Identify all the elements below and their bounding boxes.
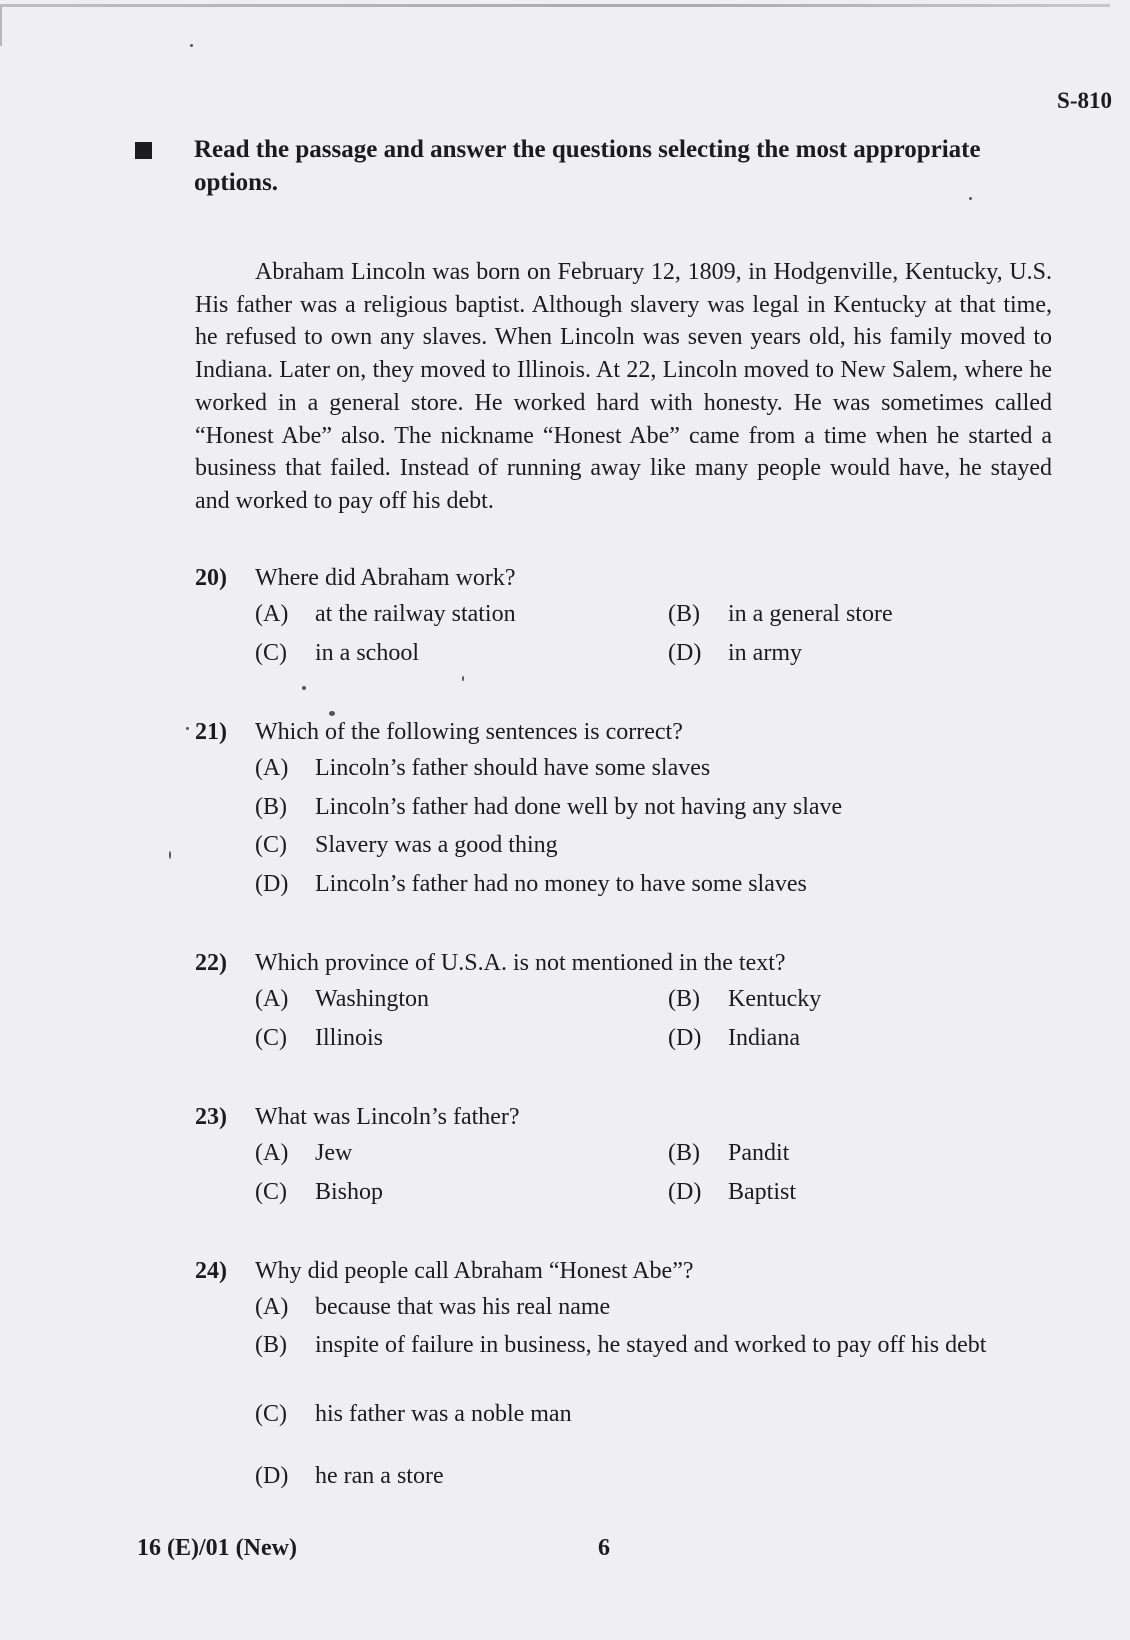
- option-a[interactable]: [195, 1288, 1055, 1327]
- option-label: (B): [668, 1140, 700, 1166]
- option-label: (A): [255, 601, 289, 627]
- option-text: in army: [728, 639, 802, 666]
- option-text: Pandit: [728, 1140, 790, 1166]
- square-bullet-icon: [135, 142, 152, 159]
- scan-speck: [969, 197, 972, 200]
- question-number: 23): [195, 1104, 227, 1130]
- option-label: (C): [255, 1178, 287, 1205]
- option-text: his father was a noble man: [315, 1400, 572, 1427]
- question-number: 21): [195, 719, 227, 745]
- question-header: [195, 1254, 1055, 1288]
- question-23: [195, 1100, 1055, 1211]
- option-d[interactable]: [195, 865, 1055, 904]
- option-label: (A): [255, 1294, 289, 1320]
- question-number: 20): [195, 565, 227, 591]
- paper-code-header: S-810: [1057, 88, 1112, 113]
- option-b[interactable]: [195, 1327, 1055, 1393]
- options: [195, 980, 1055, 1057]
- option-text: Lincoln’s father had done well by not having any slave: [315, 793, 843, 820]
- option-text: Bishop: [315, 1178, 384, 1205]
- option-text: Kentucky: [728, 986, 822, 1012]
- option-text: Washington: [315, 986, 430, 1012]
- question-header: [195, 1100, 1055, 1134]
- scan-speck: [190, 44, 193, 47]
- options: [195, 1134, 1055, 1211]
- option-label: (D): [255, 1463, 289, 1489]
- question-header: [195, 561, 1055, 595]
- option-text: Jew: [315, 1140, 353, 1166]
- question-22: [195, 946, 1055, 1057]
- question-number: 24): [195, 1258, 227, 1284]
- question-text: What was Lincoln’s father?: [255, 1104, 520, 1130]
- option-text: Baptist: [728, 1178, 797, 1205]
- options: [195, 595, 1055, 672]
- page-number: 6: [598, 1535, 610, 1561]
- option-text: Illinois: [315, 1024, 384, 1051]
- option-label: (B): [668, 601, 700, 627]
- option-text: inspite of failure in business, he stayed and worked to pay off his debt: [315, 1331, 987, 1358]
- page-top-edge: [0, 4, 1110, 7]
- scan-speck: [186, 727, 189, 730]
- page-left-edge: [0, 6, 2, 46]
- option-label: (D): [255, 870, 289, 897]
- option-label: (C): [255, 832, 287, 858]
- question-text: Which of the following sentences is correct?: [255, 719, 683, 745]
- question-header: [195, 715, 1055, 749]
- question-24: [195, 1254, 1055, 1496]
- option-a[interactable]: [195, 749, 1055, 788]
- option-text: Lincoln’s father had no money to have some slaves: [315, 870, 807, 897]
- option-text: he ran a store: [315, 1463, 444, 1489]
- option-text: in a school: [315, 639, 419, 666]
- scan-speck: [169, 851, 171, 859]
- option-c[interactable]: [195, 826, 1055, 865]
- question-21: [195, 715, 1055, 903]
- option-label: (B): [255, 1331, 287, 1358]
- option-label: (A): [255, 755, 289, 781]
- question-20: [195, 561, 1055, 672]
- option-text: at the railway station: [315, 601, 516, 627]
- scan-speck: [462, 676, 464, 681]
- option-label: (C): [255, 1400, 287, 1427]
- footer-paper-code: 16 (E)/01 (New): [137, 1535, 297, 1561]
- reading-passage: Abraham Lincoln was born on February 12, 1809, in Hodgenville, Kentucky, U.S. His father was a religious baptist. Although slavery was legal in Kentucky at that time, he refused to own any slaves. When Lincoln was seven years old, his family moved to Indiana. Later on, they moved to Illinois. At 22, Lincoln moved to New Salem, where he worked in a general store. He worked hard with honesty. He was sometimes called “Honest Abe” also. The nickname “Honest Abe” came from a time when he started a business that failed. Instead of running away like many people would have, he stayed and worked to pay off his debt.: [195, 259, 1052, 514]
- option-label: (C): [255, 1024, 287, 1051]
- option-label: (D): [668, 639, 702, 666]
- option-label: (D): [668, 1024, 702, 1051]
- option-label: (B): [668, 986, 700, 1012]
- option-c[interactable]: [195, 1395, 1055, 1434]
- scan-speck: [329, 711, 335, 716]
- option-text: in a general store: [728, 601, 893, 627]
- question-header: [195, 946, 1055, 980]
- option-label: (B): [255, 793, 287, 820]
- question-text: Where did Abraham work?: [255, 565, 516, 591]
- option-label: (D): [668, 1178, 702, 1205]
- instruction-text: Read the passage and answer the questions selecting the most appropriate options.: [194, 136, 981, 196]
- option-text: because that was his real name: [315, 1294, 611, 1320]
- instruction: [135, 133, 1055, 199]
- question-text: Which province of U.S.A. is not mentioned in the text?: [255, 950, 786, 976]
- option-d[interactable]: [195, 1457, 1055, 1496]
- option-text: Indiana: [728, 1024, 800, 1051]
- option-label: (A): [255, 1140, 289, 1166]
- scan-speck: [302, 686, 306, 690]
- question-text: Why did people call Abraham “Honest Abe”?: [255, 1258, 694, 1284]
- question-number: 22): [195, 950, 227, 976]
- option-label: (A): [255, 986, 289, 1012]
- option-text: Lincoln’s father should have some slaves: [315, 755, 711, 781]
- option-label: (C): [255, 639, 287, 666]
- option-b[interactable]: [195, 788, 1055, 827]
- option-text: Slavery was a good thing: [315, 832, 558, 858]
